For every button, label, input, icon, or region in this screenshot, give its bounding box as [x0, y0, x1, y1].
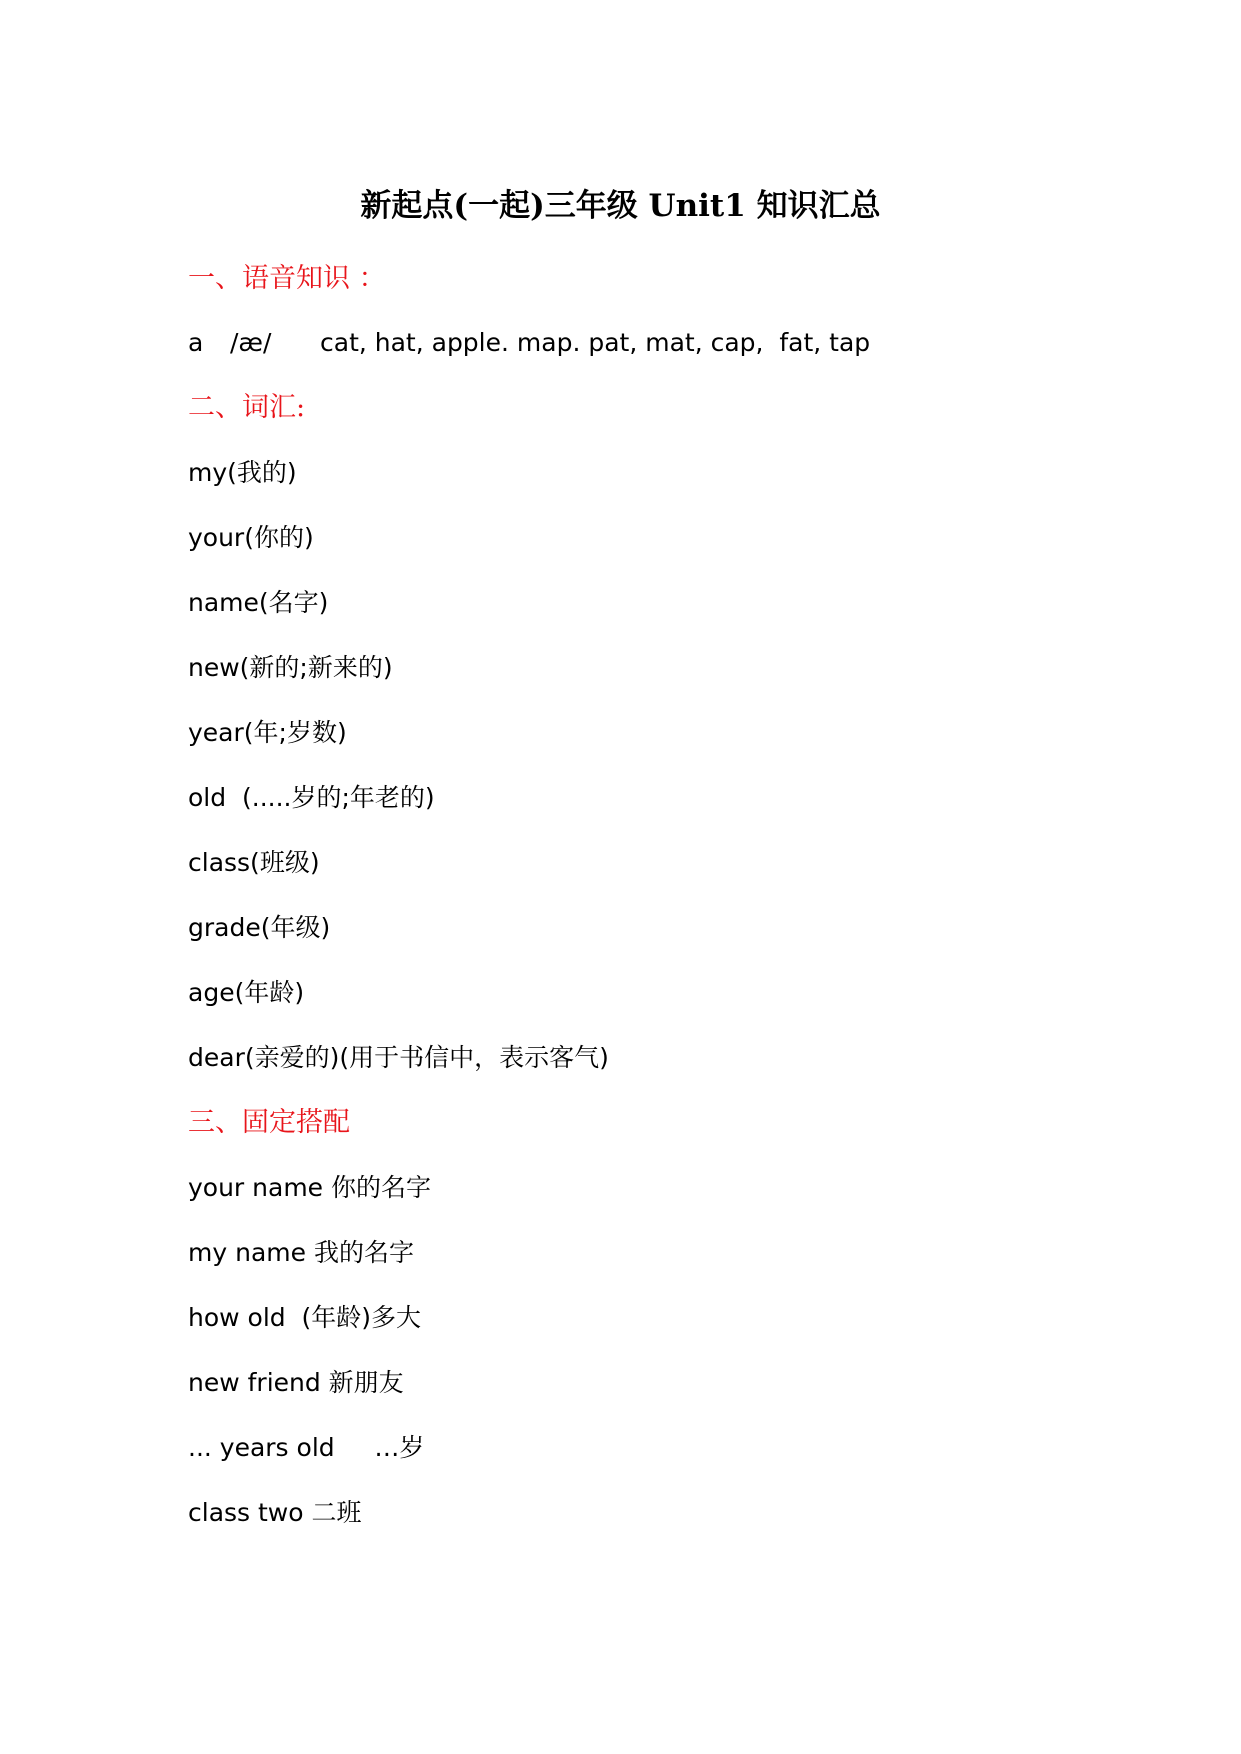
phrase-item: your name 你的名字 — [188, 1173, 432, 1202]
vocab-item: old (.....岁的;年老的) — [188, 783, 435, 812]
section-heading-vocabulary: 二、词汇: — [188, 392, 306, 423]
vocab-item: year(年;岁数) — [188, 718, 347, 747]
phrase-item: my name 我的名字 — [188, 1238, 414, 1267]
page-title: 新起点(一起)三年级 Unit1 知识汇总 — [360, 188, 881, 224]
phrase-item: how old (年龄)多大 — [188, 1303, 422, 1332]
vocab-item: grade(年级) — [188, 913, 331, 942]
phrase-item: new friend 新朋友 — [188, 1368, 404, 1397]
phonics-letter: a — [188, 328, 204, 357]
vocab-item: age(年龄) — [188, 978, 305, 1007]
vocab-item: name(名字) — [188, 588, 329, 617]
phonics-row — [188, 326, 870, 360]
section-heading-phonics: 一、语音知识 ： — [188, 263, 386, 294]
phrase-item: class two 二班 — [188, 1498, 362, 1527]
section-heading-phrases: 三、固定搭配 — [188, 1107, 350, 1138]
vocab-item: your(你的) — [188, 523, 314, 552]
phrase-item: ... years old …岁 — [188, 1433, 425, 1462]
vocab-item: class(班级) — [188, 848, 320, 877]
vocab-item: my(我的) — [188, 458, 297, 487]
vocab-item: new(新的;新来的) — [188, 653, 393, 682]
phonics-words: cat, hat, apple. map. pat, mat, cap, fat, tap — [320, 328, 871, 357]
phonics-symbol: /æ/ — [230, 328, 272, 357]
vocab-item: dear(亲爱的)(用于书信中，表示客气) — [188, 1043, 609, 1072]
